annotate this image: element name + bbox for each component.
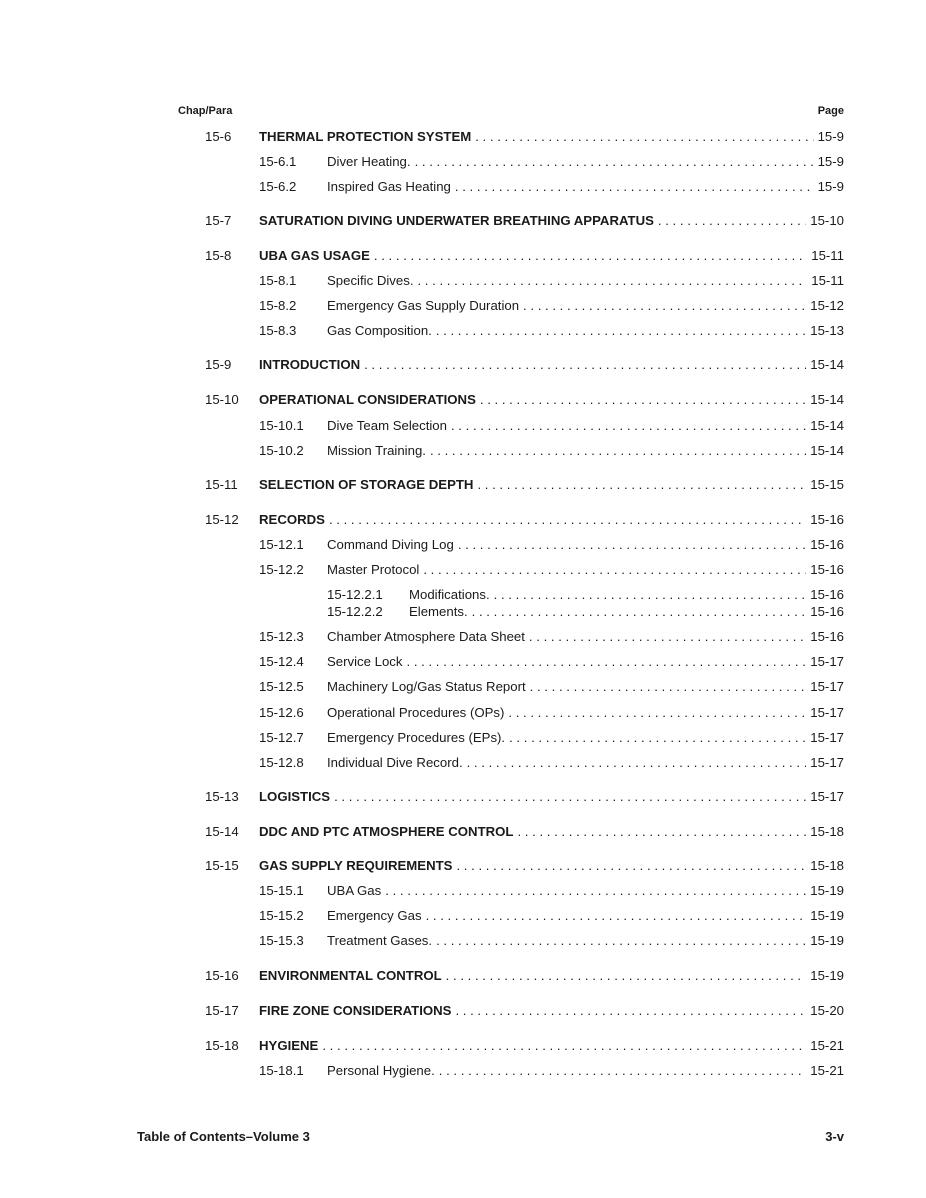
toc-entry-number: 15-12.6 — [259, 705, 304, 720]
dot-leader — [509, 730, 806, 746]
dot-leader — [329, 512, 806, 528]
toc-entry-number: 15-13 — [205, 789, 239, 804]
toc-entry-title: Service Lock — [327, 654, 403, 669]
toc-entry-title: INTRODUCTION — [259, 357, 361, 372]
toc-entry-page: 15-17 — [810, 679, 844, 694]
toc-entry-page: 15-19 — [810, 908, 844, 923]
toc-entry-page: 15-14 — [810, 418, 844, 433]
toc-entry — [327, 604, 844, 620]
toc-entry — [205, 357, 844, 373]
toc-entry-page: 15-9 — [817, 154, 844, 169]
toc-entry-title: ENVIRONMENTAL CONTROL — [259, 968, 442, 983]
toc-entry-page: 15-18 — [810, 858, 844, 873]
toc-entry-page: 15-10 — [810, 213, 844, 228]
toc-entry-number: 15-9 — [205, 357, 232, 372]
dot-leader — [530, 679, 807, 695]
dot-leader — [407, 654, 807, 670]
toc-entry-page: 15-9 — [817, 179, 844, 194]
toc-entry-number: 15-15.2 — [259, 908, 304, 923]
toc-entry-title: RECORDS — [259, 512, 325, 527]
toc-entry-title: Machinery Log/Gas Status Report — [327, 679, 526, 694]
dot-leader — [458, 537, 806, 553]
toc-entry-title: Personal Hygiene. — [327, 1063, 435, 1078]
toc-entry-number: 15-12.2 — [259, 562, 304, 577]
toc-entry-number: 15-11 — [205, 477, 238, 492]
dot-leader — [364, 357, 806, 373]
toc-entry-number: 15-15.1 — [259, 883, 304, 898]
toc-entry-page: 15-9 — [817, 129, 844, 144]
dot-leader — [423, 562, 806, 578]
toc-entry-number: 15-12 — [205, 512, 239, 527]
toc-entry — [259, 562, 844, 578]
toc-entry — [205, 213, 844, 229]
toc-entry — [259, 883, 844, 899]
toc-entry — [259, 537, 844, 553]
toc-entry-page: 15-12 — [810, 298, 844, 313]
toc-entry-number: 15-12.3 — [259, 629, 304, 644]
toc-entry — [259, 154, 844, 170]
toc-entry-title: Individual Dive Record. — [327, 755, 463, 770]
toc-entry-page: 15-11 — [811, 248, 844, 263]
toc-entry-number: 15-6 — [205, 129, 232, 144]
toc-entry — [259, 323, 844, 339]
toc-entry-title: Master Protocol — [327, 562, 420, 577]
toc-entry — [259, 908, 844, 924]
toc-entry-number: 15-7 — [205, 213, 232, 228]
toc-entry-page: 15-17 — [810, 755, 844, 770]
dot-leader — [334, 789, 806, 805]
toc-entry — [205, 129, 844, 145]
toc-entry-page: 15-14 — [810, 357, 844, 372]
toc-entry-number: 15-12.5 — [259, 679, 304, 694]
toc-entry-title: LOGISTICS — [259, 789, 331, 804]
toc-entry-title: Diver Heating. — [327, 154, 411, 169]
toc-entry-number: 15-6.2 — [259, 179, 297, 194]
toc-entry-title: Specific Dives. — [327, 273, 414, 288]
dot-leader — [385, 883, 806, 899]
toc-entry-title: GAS SUPPLY REQUIREMENTS — [259, 858, 453, 873]
toc-entry — [259, 654, 844, 670]
dot-leader — [322, 1038, 806, 1054]
dot-leader — [477, 477, 806, 493]
toc-entry-number: 15-12.4 — [259, 654, 304, 669]
dot-leader — [417, 273, 807, 289]
toc-entry-page: 15-21 — [810, 1038, 844, 1053]
toc-entry-page: 15-17 — [810, 730, 844, 745]
toc-entry-number: 15-8.1 — [259, 273, 297, 288]
toc-entry-page: 15-17 — [810, 654, 844, 669]
toc-entry — [205, 1003, 844, 1019]
toc-entry-page: 15-17 — [810, 705, 844, 720]
toc-entry — [205, 477, 844, 493]
toc-entry — [259, 298, 844, 314]
toc-entry-title: Emergency Gas — [327, 908, 422, 923]
toc-entry-number: 15-15.3 — [259, 933, 304, 948]
toc-entry-title: Emergency Procedures (EPs). — [327, 730, 506, 745]
toc-entry — [259, 933, 844, 949]
toc-entry-number: 15-8.3 — [259, 323, 297, 338]
toc-entry-page: 15-11 — [811, 273, 844, 288]
toc-entry-number: 15-6.1 — [259, 154, 297, 169]
footer-title: Table of Contents–Volume 3 — [137, 1129, 310, 1144]
toc-entry-title: Treatment Gases. — [327, 933, 433, 948]
toc-entry — [205, 824, 844, 840]
dot-leader — [508, 705, 806, 721]
toc-entry — [259, 679, 844, 695]
dot-leader — [456, 858, 806, 874]
dot-leader — [472, 604, 807, 620]
toc-entry-number: 15-18.1 — [259, 1063, 304, 1078]
toc-entry — [259, 443, 844, 459]
toc-entry — [259, 273, 844, 289]
toc-entry-title: Inspired Gas Heating — [327, 179, 451, 194]
toc-entry-page: 15-14 — [810, 392, 844, 407]
toc-entry-title: HYGIENE — [259, 1038, 319, 1053]
toc-entry-page: 15-20 — [810, 1003, 844, 1018]
toc-entry-title: Modifications. — [409, 587, 490, 602]
toc-entry — [259, 629, 844, 645]
dot-leader — [415, 154, 814, 170]
toc-entry-title: FIRE ZONE CONSIDERATIONS — [259, 1003, 452, 1018]
dot-leader — [480, 392, 806, 408]
toc-entry — [205, 392, 844, 408]
toc-entry-number: 15-12.1 — [259, 537, 304, 552]
toc-entry-number: 15-8 — [205, 248, 232, 263]
toc-entry — [259, 418, 844, 434]
toc-entry-page: 15-14 — [810, 443, 844, 458]
toc-entry — [259, 179, 844, 195]
toc-entry-page: 15-16 — [810, 537, 844, 552]
toc-entry — [205, 1038, 844, 1054]
toc-entry — [205, 248, 844, 264]
toc-entry-number: 15-16 — [205, 968, 239, 983]
toc-entry-number: 15-12.7 — [259, 730, 304, 745]
toc-entry-number: 15-12.2.2 — [327, 604, 383, 619]
toc-entry — [205, 512, 844, 528]
dot-leader — [517, 824, 806, 840]
toc-entry-page: 15-21 — [810, 1063, 844, 1078]
toc-entry-title: Operational Procedures (OPs) — [327, 705, 505, 720]
toc-entry-title: SATURATION DIVING UNDERWATER BREATHING APPARATUS — [259, 213, 654, 228]
dot-leader — [430, 443, 806, 459]
toc-entry-page: 15-18 — [810, 824, 844, 839]
toc-entry-title: UBA GAS USAGE — [259, 248, 370, 263]
toc-entry-page: 15-13 — [810, 323, 844, 338]
toc-entry-title: Chamber Atmosphere Data Sheet — [327, 629, 525, 644]
dot-leader — [426, 908, 807, 924]
toc-entry — [205, 968, 844, 984]
dot-leader — [439, 1063, 807, 1079]
toc-entry-number: 15-10.1 — [259, 418, 304, 433]
toc-entry-number: 15-15 — [205, 858, 239, 873]
toc-entry — [205, 789, 844, 805]
toc-entry-number: 15-14 — [205, 824, 239, 839]
toc-entry-number: 15-10.2 — [259, 443, 304, 458]
toc-entry — [259, 705, 844, 721]
toc-entry-number: 15-12.2.1 — [327, 587, 383, 602]
toc-entry — [259, 1063, 844, 1079]
toc-entry-title: THERMAL PROTECTION SYSTEM — [259, 129, 472, 144]
dot-leader — [658, 213, 806, 229]
toc-entry — [327, 587, 844, 603]
toc-entry-number: 15-18 — [205, 1038, 239, 1053]
toc-entry-page: 15-16 — [810, 629, 844, 644]
toc-entry-title: OPERATIONAL CONSIDERATIONS — [259, 392, 476, 407]
column-header-page: Page — [817, 105, 844, 117]
toc-entry-page: 15-16 — [810, 587, 844, 602]
toc-entry-page: 15-16 — [810, 562, 844, 577]
dot-leader — [436, 933, 806, 949]
dot-leader — [455, 1003, 806, 1019]
dot-leader — [374, 248, 807, 264]
toc-entry-page: 15-19 — [810, 883, 844, 898]
dot-leader — [494, 587, 807, 603]
toc-entry-title: Emergency Gas Supply Duration — [327, 298, 520, 313]
toc-entry-page: 15-19 — [810, 933, 844, 948]
column-header-chap-para: Chap/Para — [178, 105, 233, 117]
toc-entry — [205, 858, 844, 874]
toc-entry-number: 15-10 — [205, 392, 239, 407]
toc-entry-page: 15-16 — [810, 604, 844, 619]
toc-entry-title: Elements. — [409, 604, 468, 619]
dot-leader — [529, 629, 806, 645]
toc-entry-title: Command Diving Log — [327, 537, 454, 552]
toc-entry-title: UBA Gas — [327, 883, 382, 898]
toc-entry-page: 15-15 — [810, 477, 844, 492]
dot-leader — [467, 755, 807, 771]
toc-entry-number: 15-17 — [205, 1003, 239, 1018]
dot-leader — [523, 298, 806, 314]
toc-entry-page: 15-17 — [810, 789, 844, 804]
dot-leader — [451, 418, 806, 434]
footer-page-number: 3-v — [825, 1129, 844, 1144]
toc-entry-title: Mission Training. — [327, 443, 426, 458]
toc-entry — [259, 730, 844, 746]
toc-entry-title: DDC AND PTC ATMOSPHERE CONTROL — [259, 824, 514, 839]
toc-entry-page: 15-19 — [810, 968, 844, 983]
dot-leader — [455, 179, 814, 195]
toc-entry-number: 15-12.8 — [259, 755, 304, 770]
dot-leader — [446, 968, 807, 984]
toc-entry — [259, 755, 844, 771]
dot-leader — [436, 323, 806, 339]
toc-entry-title: Gas Composition. — [327, 323, 432, 338]
toc-entry-page: 15-16 — [810, 512, 844, 527]
toc-entry-title: SELECTION OF STORAGE DEPTH — [259, 477, 474, 492]
toc-entry-title: Dive Team Selection — [327, 418, 447, 433]
toc-entry-number: 15-8.2 — [259, 298, 297, 313]
dot-leader — [475, 129, 813, 145]
